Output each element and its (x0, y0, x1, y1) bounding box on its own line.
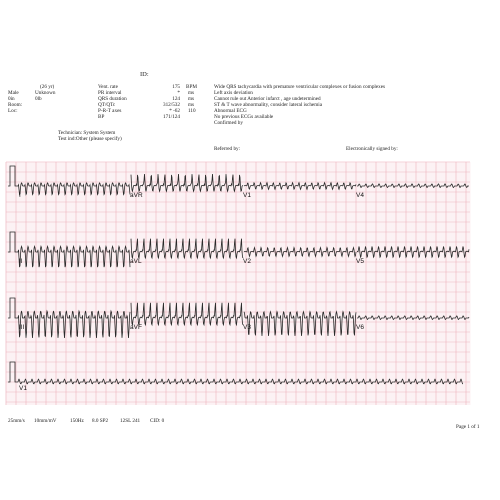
lead-label-iii: III (19, 324, 25, 331)
lead-label-v4: V4 (356, 192, 364, 199)
lead-label-v1: V1 (243, 192, 251, 199)
paper-speed: 25mm/s (8, 418, 25, 424)
qt-qtc-value: 312/532 (162, 102, 180, 108)
lead-label-v2: V2 (243, 258, 251, 265)
lead-label-avf: aVF (130, 324, 142, 331)
technician: Technician: System System (58, 130, 116, 136)
patient-sex: Male (8, 90, 19, 96)
vent-rate-value: 175 (172, 84, 180, 90)
bp-value: 171/124 (162, 114, 180, 120)
electronically-signed-by: Electronically signed by: (346, 146, 398, 152)
patient-weight: 0lb (35, 96, 42, 102)
prt-axes-label: P-R-T axes (98, 108, 122, 114)
patient-id-label: ID: (140, 71, 149, 78)
lead-label-v5: V5 (356, 258, 364, 265)
interpretation-line: ST & T wave abnormality, consider lateral ischemia (214, 102, 322, 108)
lead-label-avl: aVL (130, 258, 142, 265)
patient-height: 0in (8, 96, 15, 102)
lead-label-v3: V3 (243, 324, 251, 331)
test-indication: Test ind:Other (please specify) (58, 136, 122, 142)
lead-label-avr: aVR (130, 192, 143, 199)
interpretation-line: Abnormal ECG (214, 108, 247, 114)
page-number: Page 1 of 1 (456, 424, 480, 430)
vent-rate-unit: BPM (186, 84, 197, 90)
qrs-duration-value: 124 (172, 96, 180, 102)
device: 12SL 241 (120, 418, 141, 424)
qrs-duration-label: QRS duration (98, 96, 127, 102)
location-label: Loc: (8, 108, 18, 114)
room-label: Room: (8, 102, 23, 108)
qt-qtc-unit: ms (188, 102, 195, 108)
lead-label-v6: V6 (356, 324, 364, 331)
interpretation-line: Cannot rule out Anterior infarct , age undetermined (214, 96, 321, 102)
lead-label-rhythm-v1: V1 (19, 385, 27, 392)
qrs-duration-unit: ms (188, 96, 195, 102)
interpretation-line: Confirmed by (214, 120, 243, 126)
grid-minor (6, 162, 470, 405)
interpretation-line: Left axis deviation (214, 90, 253, 96)
referred-by: Referred by: (214, 146, 241, 152)
filter: 150Hz (70, 418, 84, 424)
software-version: 8.0 SP2 (92, 418, 109, 424)
bp-label: BP (98, 114, 105, 120)
patient-age: (26 yr) (40, 84, 55, 90)
qt-qtc-label: QT/QTc (98, 102, 116, 108)
pr-interval-unit: ms (188, 90, 195, 96)
pr-interval-value: * (177, 90, 180, 96)
pr-interval-label: PR interval (98, 90, 122, 96)
cid: CID: 0 (150, 418, 165, 424)
interpretation-line: Wide QRS tachycardia with premature ventricular complexes or fusion complexes (214, 84, 386, 90)
vent-rate-label: Vent. rate (98, 84, 118, 90)
lead-label-i: I (19, 192, 21, 199)
patient-race: Unknown (35, 90, 56, 96)
lead-label-ii: II (19, 258, 23, 265)
prt-axes-value: * -62 (169, 108, 180, 114)
t-axis-value: 110 (188, 108, 196, 114)
gain: 10mm/mV (34, 418, 57, 424)
interpretation-line: No previous ECGs available (214, 114, 274, 120)
